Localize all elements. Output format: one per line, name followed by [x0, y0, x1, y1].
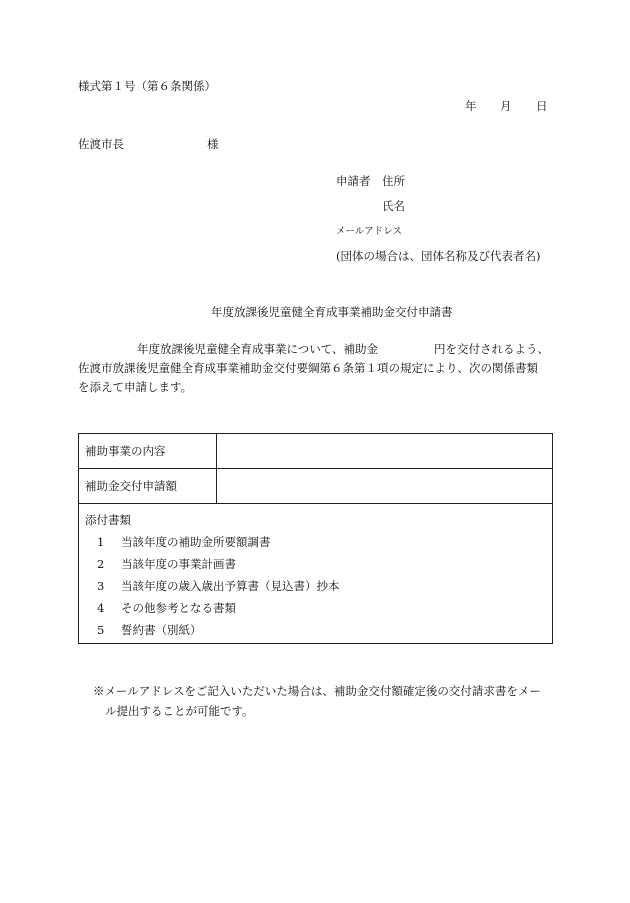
form-number: 様式第１号（第６条関係） — [78, 79, 216, 93]
attachment-text: 誓約書（別紙） — [121, 623, 202, 637]
body-line-3: を添えて申請します。 — [78, 380, 193, 394]
attachment-text: その他参考となる書類 — [121, 601, 236, 615]
attachment-item — [97, 578, 340, 594]
application-table — [78, 433, 553, 644]
document-title: 年度放課後児童健全育成事業補助金交付申請書 — [211, 305, 453, 319]
applicant-address-label: 住所 — [382, 174, 405, 188]
body-line-1a: 年度放課後児童健全育成事業について、補助金 — [137, 342, 379, 356]
attachment-item — [97, 556, 236, 572]
attachment-item — [97, 622, 202, 638]
applicant-email-label: メールアドレス — [336, 226, 403, 237]
attachment-number: 5 — [97, 623, 105, 637]
attachment-number: 4 — [97, 601, 105, 615]
applicant-name-label: 氏名 — [382, 199, 405, 213]
attachment-number: 1 — [97, 535, 105, 549]
attachment-text: 当該年度の事業計画書 — [121, 557, 236, 571]
applicant-label: 申請者 — [336, 174, 371, 188]
attachment-number: 3 — [97, 579, 105, 593]
attachment-text: 当該年度の補助金所要額調書 — [121, 535, 271, 549]
applicant-group-note: (団体の場合は、団体名称及び代表者名) — [336, 249, 541, 263]
attachment-number: 2 — [97, 557, 105, 571]
footnote-line-1: ※メールアドレスをご記入いただいた場合は、補助金交付額確定後の交付請求書をメー — [93, 684, 541, 698]
requested-amount-label: 補助金交付申請額 — [85, 479, 177, 493]
attachment-item — [97, 534, 271, 550]
body-line-2: 佐渡市放課後児童健全育成事業補助金交付要綱第６条第１項の規定により、次の関係書類 — [78, 361, 538, 375]
table-row-project-content — [79, 434, 552, 469]
table-divider — [216, 434, 217, 468]
footnote-line-2: ル提出することが可能です。 — [105, 704, 254, 718]
date-year-label: 年 — [465, 99, 477, 113]
project-content-label: 補助事業の内容 — [85, 444, 166, 458]
addressee-honorific: 様 — [207, 137, 219, 151]
table-row-requested-amount — [79, 469, 552, 504]
addressee-name: 佐渡市長 — [78, 137, 124, 151]
attachment-text: 当該年度の歳入歳出予算書（見込書）抄本 — [121, 579, 340, 593]
attachment-item — [97, 600, 236, 616]
table-divider — [216, 469, 217, 503]
attachments-title: 添付書類 — [85, 513, 131, 527]
date-month-label: 月 — [500, 99, 512, 113]
date-day-label: 日 — [536, 99, 548, 113]
body-line-1b: 円を交付されるよう、 — [434, 342, 549, 356]
